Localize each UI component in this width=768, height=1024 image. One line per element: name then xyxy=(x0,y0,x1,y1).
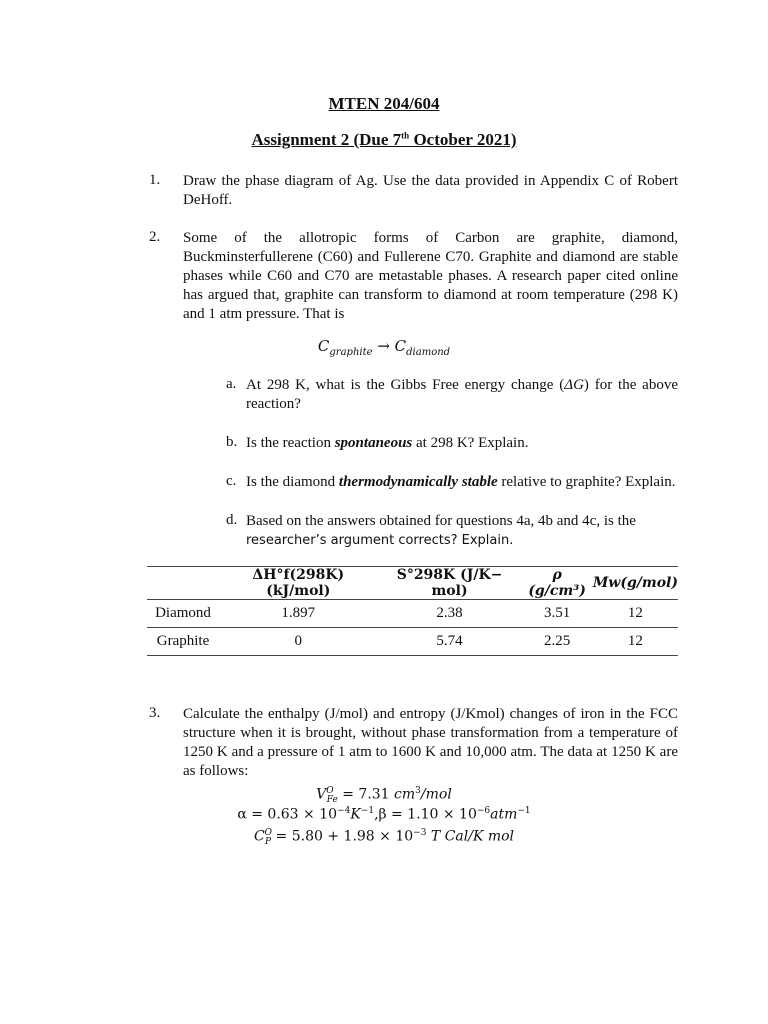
part-a-label: a. xyxy=(226,376,237,392)
question-1-number: 1. xyxy=(149,172,161,188)
part-b-text: Is the reaction spontaneous at 298 K? Explain. xyxy=(246,435,529,451)
table-row xyxy=(147,600,678,628)
question-2-text: Some of the allotropic forms of Carbon are graphite, diamond, Buckminsterfullerene (C60) and Fullerene C70. Graphite and diamond are stable phases while C60 and C70 are metastable phases. A research paper cited online has argued that, graphite can transform to diamond at room temperature (298 K) and 1 atm pressure. That is xyxy=(183,230,678,322)
cell-density: 2.25 xyxy=(521,628,592,656)
header-blank xyxy=(147,567,219,600)
table-row xyxy=(147,628,678,656)
cell-molar-mass: 12 xyxy=(593,600,678,628)
thermo-data-table xyxy=(147,566,678,656)
formula-molar-volume: $V^O_{Fe} = 7.31$ $cm^3$/mol xyxy=(316,786,452,806)
part-d-label: d. xyxy=(226,512,238,528)
cell-density: 3.51 xyxy=(521,600,592,628)
question-1-text: Draw the phase diagram of Ag. Use the data provided in Appendix C of Robert DeHoff. xyxy=(183,173,678,208)
header-molar-mass: Mw(g/mol) xyxy=(593,567,678,600)
header-enthalpy: ΔH°f(298K) (kJ/mol) xyxy=(219,567,378,600)
cell-entropy: 2.38 xyxy=(378,600,522,628)
formula-alpha-beta: $\alpha = 0.63 \times 10^{-4}K^{-1},\beta = 1.10 \times 10^{-6}atm^{-1}$ xyxy=(237,806,531,823)
cell-entropy: 5.74 xyxy=(378,628,522,656)
row-name: Diamond xyxy=(147,600,219,628)
table-header-row xyxy=(147,567,678,600)
reaction-equation: $C_{graphite} \to C_{diamond}$ xyxy=(317,337,451,358)
question-3-text: Calculate the enthalpy (J/mol) and entropy (J/Kmol) changes of iron in the FCC structure when it is brought, without phase transformation from a temperature of 1250 K and a pressure of 1 atm to 1600 K and 10,000 atm. The data at 1250 K are as follows: xyxy=(183,706,678,779)
cell-enthalpy: 0 xyxy=(219,628,378,656)
question-3-number: 3. xyxy=(149,705,161,721)
cell-molar-mass: 12 xyxy=(593,628,678,656)
part-c-label: c. xyxy=(226,473,237,489)
header-entropy: S°298K (J/K− mol) xyxy=(378,567,522,600)
cell-enthalpy: 1.897 xyxy=(219,600,378,628)
part-c-text: Is the diamond thermodynamically stable relative to graphite? Explain. xyxy=(246,474,676,490)
question-2-number: 2. xyxy=(149,229,161,245)
row-name: Graphite xyxy=(147,628,219,656)
assignment-title: Assignment 2 (Due 7th October 2021) xyxy=(251,130,517,149)
course-code: MTEN 204/604 xyxy=(328,94,440,113)
part-b-label: b. xyxy=(226,434,238,450)
header-density: ρ (g/cm³) xyxy=(521,567,592,600)
part-d-text: Based on the answers obtained for questions 4a, 4b and 4c, is the researcher’s argument corrects? Explain. xyxy=(246,513,636,548)
part-a-text: At 298 K, what is the Gibbs Free energy change (ΔG) for the above reaction? xyxy=(246,377,678,412)
formula-heat-capacity: $C^O_P = 5.80 + 1.98 \times 10^{-3}$ T Cal/K mol xyxy=(253,828,515,848)
